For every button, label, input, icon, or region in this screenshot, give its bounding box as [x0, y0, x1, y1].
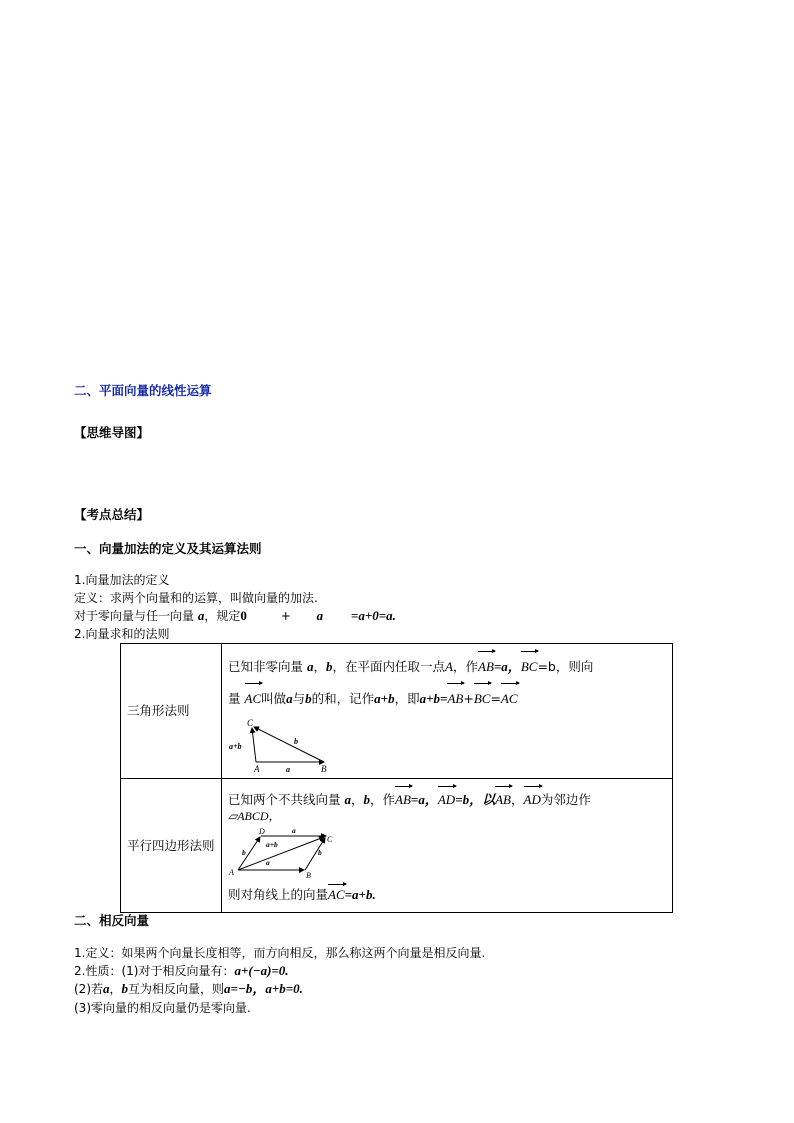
- label-a-plus-b: a+b: [266, 840, 278, 849]
- summary-label: 【考点总结】: [74, 507, 150, 522]
- opposite-property-2: [74, 980, 303, 998]
- triangle-rule-figure: [228, 714, 348, 774]
- zero-vector-rule: [74, 607, 396, 625]
- vector-b-line: [254, 727, 324, 762]
- triangle-line-1: [228, 650, 666, 682]
- table-row-parallelogram: [121, 779, 673, 913]
- text: (2)若: [74, 982, 103, 996]
- vector-ab: AB: [447, 682, 463, 714]
- sum-expr: a+b=: [419, 691, 448, 706]
- parallelogram-rule-label: 平行四边形法则: [121, 779, 222, 913]
- text: ，作: [452, 659, 478, 674]
- vector-ac: AC: [245, 682, 262, 714]
- parallelogram-rule-figure: [228, 825, 338, 881]
- expression: a+(−a)=0.: [234, 963, 289, 978]
- label-a-plus-b: a+b: [229, 742, 242, 751]
- label-vector-a-top: a: [292, 826, 296, 835]
- text: 互为相反向量，则: [128, 982, 225, 996]
- label-b: B: [321, 764, 327, 774]
- vector-ac: AC: [328, 883, 345, 905]
- opposite-property-3: (3)零向量的相反向量仍是零向量.: [74, 1001, 251, 1015]
- mind-map-label: 【思维导图】: [74, 425, 150, 440]
- text: =a，: [410, 792, 438, 807]
- parallelogram-line-3: [228, 883, 666, 905]
- text: ，即: [394, 691, 420, 706]
- label-a: A: [254, 764, 260, 774]
- sum-rules-title: 2.向量求和的法则: [74, 627, 170, 641]
- var-b: b: [121, 981, 129, 996]
- label-d: D: [259, 827, 265, 836]
- parallelogram-abcd: ▱ABCD，: [228, 809, 281, 823]
- vector-ac-line: [238, 837, 324, 870]
- var-a: a: [286, 691, 293, 706]
- zero-rule-equation: =a+0=a.: [350, 608, 396, 623]
- zero-rule-prefix: 对于零向量与任一向量: [74, 609, 195, 623]
- var-a: a: [344, 792, 351, 807]
- comma: ，: [351, 792, 364, 807]
- label-vector-a: a: [286, 765, 290, 774]
- text: 与: [292, 691, 306, 706]
- label-vector-b: b: [294, 737, 298, 746]
- text: ，作: [370, 792, 396, 807]
- text: 为邻边作: [540, 792, 591, 807]
- sum-expr: =a+b.: [344, 887, 376, 902]
- section-title: 二、平面向量的线性运算: [74, 383, 212, 398]
- zero-rule-mid: ，规定: [204, 609, 241, 623]
- text: =b，则向: [537, 659, 594, 674]
- definition-title: 1.向量加法的定义: [74, 573, 170, 587]
- label-vector-b-left: b: [242, 848, 246, 857]
- plus-sign: +: [280, 609, 291, 623]
- text: 叫做: [261, 691, 287, 706]
- heading-opposite-vectors: 二、相反向量: [74, 913, 150, 928]
- vector-bc: BC: [474, 682, 491, 714]
- comma: ，: [313, 659, 327, 674]
- point-a: A: [445, 659, 453, 674]
- label-b: B: [306, 871, 311, 880]
- opposite-property-1: [74, 962, 289, 980]
- label-vector-b-right: b: [318, 848, 322, 857]
- var-a: a: [307, 659, 314, 674]
- text: 则对角线上的向量: [228, 887, 329, 902]
- text: 已知非零向量: [228, 659, 304, 674]
- vector-ac: AC: [501, 682, 518, 714]
- text: 2.性质：(1)对于相反向量有：: [74, 964, 235, 978]
- table-row-triangle: [121, 644, 673, 779]
- opposite-definition: 1.定义：如果两个向量长度相等，而方向相反，那么称这两个向量是相反向量.: [74, 946, 486, 960]
- label-vector-a-bottom: a: [266, 858, 270, 867]
- vector-ab: AB: [478, 650, 494, 682]
- sum-expr: a+b: [374, 691, 395, 706]
- label-a: A: [229, 868, 234, 877]
- var-b: b: [305, 691, 312, 706]
- vector-ad: AD: [524, 785, 541, 813]
- text: =b，以: [455, 792, 496, 807]
- triangle-line-2: [228, 682, 666, 714]
- plus-sign: +: [463, 691, 474, 706]
- text: 量: [228, 691, 241, 706]
- text: 的和，记作: [311, 691, 375, 706]
- vector-bc: BC: [521, 650, 538, 682]
- vector-sum-line: [252, 728, 256, 762]
- comma: ，: [109, 982, 122, 996]
- zero-vector: 0: [240, 608, 247, 623]
- addition-rules-table: [120, 643, 673, 913]
- definition-text: 定义：求两个向量和的运算，叫做向量的加法.: [74, 591, 318, 605]
- triangle-rule-content: [222, 644, 673, 779]
- triangle-rule-label: 三角形法则: [121, 644, 222, 779]
- var-b: b: [326, 659, 333, 674]
- parallelogram-rule-content: [222, 779, 673, 913]
- equals-sign: =: [490, 691, 501, 706]
- comma: ，: [511, 792, 524, 807]
- label-c: C: [327, 835, 333, 844]
- text: ，在平面内任取一点: [332, 659, 446, 674]
- text: =a，: [493, 659, 521, 674]
- vector-ad: AD: [438, 785, 455, 813]
- var-a: a: [197, 608, 205, 623]
- heading-vector-addition: 一、向量加法的定义及其运算法则: [74, 541, 262, 556]
- vector-ab: AB: [495, 785, 511, 813]
- var-a: a: [316, 608, 324, 623]
- vector-ab: AB: [395, 785, 411, 813]
- var-b: b: [363, 792, 371, 807]
- text: 已知两个不共线向量: [228, 792, 341, 807]
- var-a: a: [103, 981, 110, 996]
- label-c: C: [247, 718, 254, 728]
- expression: a=−b，a+b=0.: [224, 981, 303, 996]
